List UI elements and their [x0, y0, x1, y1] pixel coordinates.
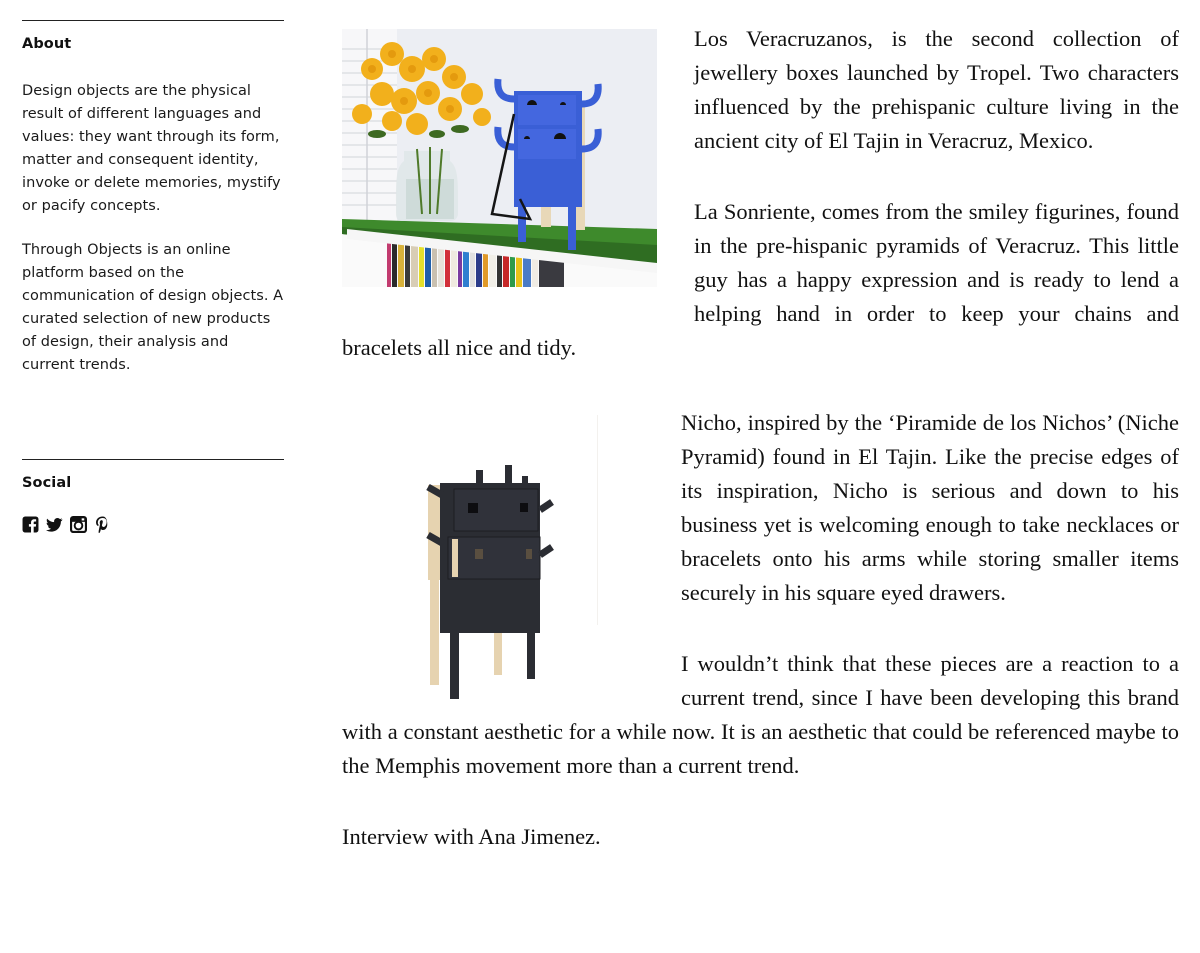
about-widget: [22, 20, 284, 377]
article-paragraph-4: I wouldn’t think that these pieces are a reaction to a current trend, since I have been developing this brand with a constant aesthetic for a while now. It is an aesthetic that could be referenced maybe to the Memphis movement more than a current trend.: [342, 651, 1179, 778]
nicho-illustration: [342, 415, 652, 705]
article-content: [342, 0, 1179, 854]
social-title: Social: [22, 475, 72, 491]
social-links: [22, 516, 284, 533]
pinterest-icon[interactable]: [94, 516, 111, 533]
about-text-2: Through Objects is an online platform based on the communication of design objects. A curated selection of new products of design, their analysis and current trends.: [22, 242, 284, 373]
nicho-photo: [342, 415, 652, 705]
article-paragraph-2: La Sonriente, comes from the smiley figurines, found in the pre-hispanic pyramids of Veracruz. This little guy has a happy expression and is ready to lend a helping hand in order to keep your chains and bracelets all nice and tidy.: [342, 199, 1179, 360]
la-sonriente-photo: [342, 29, 657, 287]
article-paragraph-1: Los Veracruzanos, is the second collection of jewellery boxes launched by Tropel. Two characters influenced by the prehispanic culture living in the ancient city of El Tajin in Veracruz, Mexico.: [694, 26, 1179, 153]
nicho-section: [342, 406, 1179, 783]
social-widget: [22, 459, 284, 533]
twitter-icon[interactable]: [46, 516, 63, 533]
about-text-1: Design objects are the physical result of different languages and values: they want through its form, matter and consequent identity, invoke or delete memories, mystify or pacify concepts.: [22, 83, 281, 214]
la-sonriente-illustration: [342, 29, 657, 287]
instagram-icon[interactable]: [70, 516, 87, 533]
article-credit: Interview with Ana Jimenez.: [342, 824, 601, 849]
about-title: About: [22, 36, 72, 52]
facebook-icon[interactable]: [22, 516, 39, 533]
article-paragraph-3: Nicho, inspired by the ‘Piramide de los Nichos’ (Niche Pyramid) found in El Tajin. Like the precise edges of its inspiration, Nicho is serious and down to his business yet is welcoming enough to take necklaces or bracelets onto his arms while storing smaller items securely in his square eyed drawers.: [681, 410, 1179, 605]
